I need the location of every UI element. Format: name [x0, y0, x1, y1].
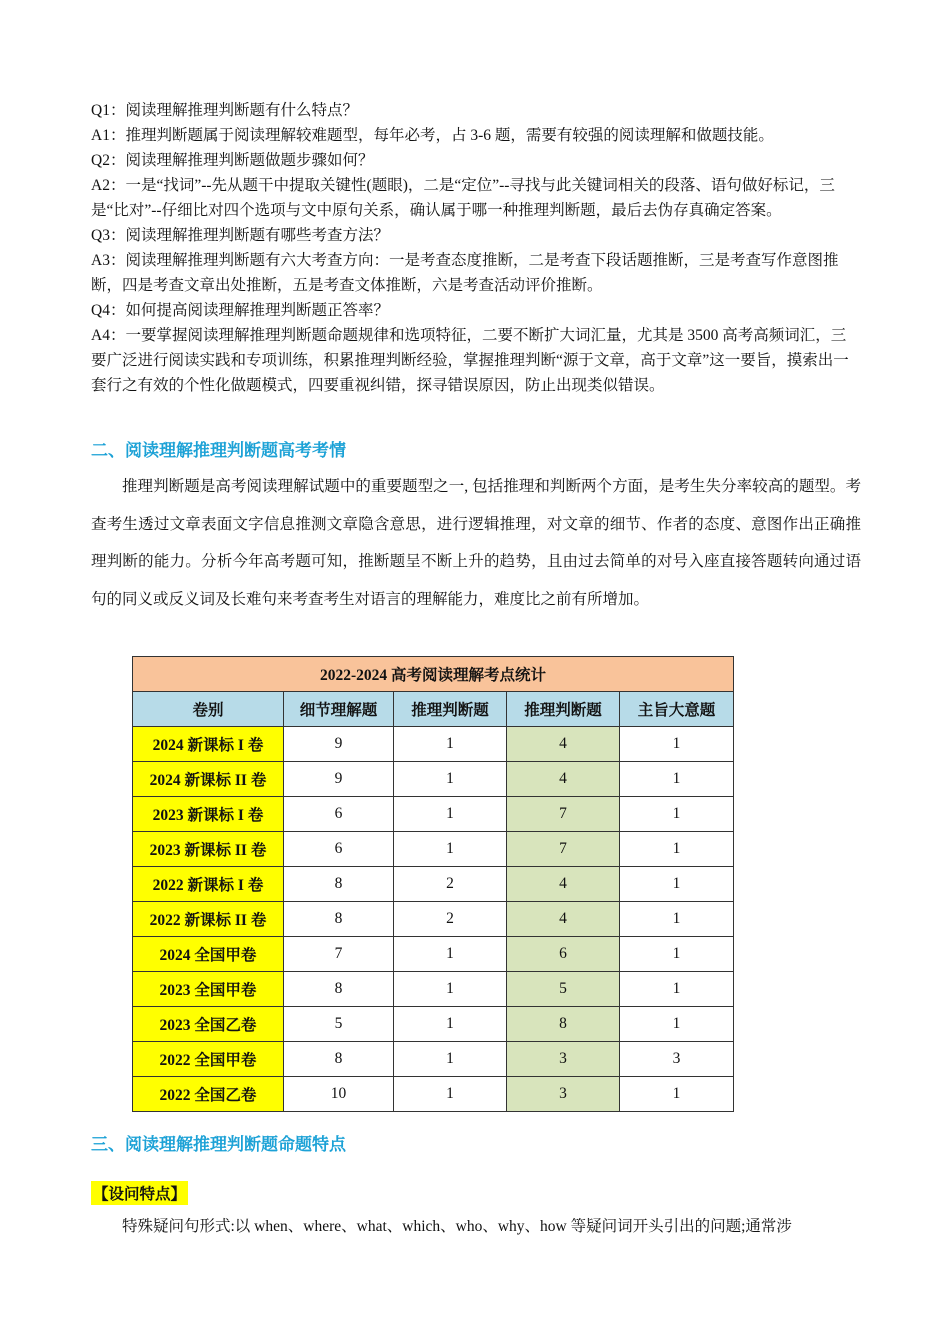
table-cell: 10: [284, 1077, 394, 1112]
table-cell: 1: [620, 797, 734, 832]
qa-q3: Q3：阅读理解推理判断题有哪些考查方法？: [91, 227, 389, 244]
table-cell: 7: [507, 832, 620, 867]
table-row-label: 2022 新课标 I 卷: [133, 867, 284, 902]
table-cell: 8: [284, 972, 394, 1007]
table-cell: 2: [394, 867, 507, 902]
table-cell: 2: [394, 902, 507, 937]
table-cell: 3: [507, 1077, 620, 1112]
table-header: 推理判断题: [394, 692, 507, 727]
table-row-label: 2022 全国乙卷: [133, 1077, 284, 1112]
table-row-label: 2024 新课标 II 卷: [133, 762, 284, 797]
table-cell: 1: [620, 972, 734, 1007]
table-cell: 1: [620, 762, 734, 797]
table-cell: 1: [394, 972, 507, 1007]
table-row: [133, 867, 734, 902]
table-cell: 5: [284, 1007, 394, 1042]
table-row-label: 2023 全国甲卷: [133, 972, 284, 1007]
table-cell: 7: [284, 937, 394, 972]
table-cell: 6: [284, 797, 394, 832]
table-cell: 8: [507, 1007, 620, 1042]
table-cell: 1: [620, 937, 734, 972]
table-cell: 9: [284, 762, 394, 797]
table-row: [133, 727, 734, 762]
table-cell: 7: [507, 797, 620, 832]
qa-q2: Q2：阅读理解推理判断题做题步骤如何？: [91, 152, 374, 169]
table-row: [133, 937, 734, 972]
section2-paragraph: 推理判断题是高考阅读理解试题中的重要题型之一, 包括推理和判断两个方面，是考生失分率较高的题型。考查考生透过文章表面文字信息推测文章隐含意思，进行逻辑推理，对文章的细节、作者的态度、意图作出正确推理判断的能力。分析今年高考题可知，推断题呈不断上升的趋势，且由过去简单的对号入座直接答题转向通过语句的同义或反义词及长难句来考查考生对语言的理解能力，难度比之前有所增加。: [91, 478, 861, 608]
qa-q1: Q1：阅读理解推理判断题有什么特点？: [91, 102, 358, 119]
table-cell: 1: [620, 867, 734, 902]
table-cell: 1: [620, 1077, 734, 1112]
qa-a2: A2：一是“找词”--先从题干中提取关键性(题眼)，二是“定位”--寻找与此关键词相关的段落、语句做好标记，三是“比对”--仔细比对四个选项与文中原句关系，确认属于哪一种推理判断题，最后去伪存真确定答案。: [91, 177, 835, 219]
table-cell: 9: [284, 727, 394, 762]
qa-section: [91, 98, 861, 398]
table-row: [133, 1077, 734, 1112]
section2-heading: 二、阅读理解推理判断题高考考情: [91, 441, 346, 461]
table-row: [133, 902, 734, 937]
table-row-label: 2024 新课标 I 卷: [133, 727, 284, 762]
table-cell: 8: [284, 902, 394, 937]
table-cell: 4: [507, 762, 620, 797]
table-cell: 4: [507, 902, 620, 937]
table-row-label: 2023 新课标 II 卷: [133, 832, 284, 867]
section3-text: 特殊疑问句形式:以 when、where、what、which、who、why、how 等疑问词开头引出的问题;通常涉: [122, 1218, 792, 1235]
table-body: [133, 727, 734, 1112]
table-header: 卷别: [133, 692, 284, 727]
table-row-label: 2022 全国甲卷: [133, 1042, 284, 1077]
table-cell: 1: [394, 1042, 507, 1077]
table-row: [133, 1042, 734, 1077]
table-row: [133, 832, 734, 867]
table-cell: 1: [620, 902, 734, 937]
table-row: [133, 797, 734, 832]
table-cell: 1: [394, 937, 507, 972]
table-cell: 3: [620, 1042, 734, 1077]
qa-a1: A1：推理判断题属于阅读理解较难题型，每年必考，占 3-6 题，需要有较强的阅读理解和做题技能。: [91, 127, 774, 144]
table-row-label: 2024 全国甲卷: [133, 937, 284, 972]
table-cell: 4: [507, 867, 620, 902]
table-title: 2022-2024 高考阅读理解考点统计: [133, 657, 734, 692]
table-cell: 5: [507, 972, 620, 1007]
table-row: [133, 762, 734, 797]
table-cell: 1: [394, 797, 507, 832]
table-cell: 1: [394, 1007, 507, 1042]
table-row-label: 2023 新课标 I 卷: [133, 797, 284, 832]
table-row: [133, 972, 734, 1007]
table-cell: 4: [507, 727, 620, 762]
exam-stats-table: [132, 656, 734, 1112]
table-cell: 1: [394, 832, 507, 867]
question-feature-tag: 【设问特点】: [91, 1181, 188, 1205]
table-row: [133, 1007, 734, 1042]
section3-heading: 三、阅读理解推理判断题命题特点: [91, 1135, 346, 1155]
table-cell: 3: [507, 1042, 620, 1077]
qa-a4: A4：一要掌握阅读理解推理判断题命题规律和选项特征，二要不断扩大词汇量，尤其是 3500 高考高频词汇，三要广泛进行阅读实践和专项训练，积累推理判断经验，掌握推理判断“源于文章，高于文章”这一要旨，摸索出一套行之有效的个性化做题模式，四要重视纠错，探寻错误原因，防止出现类似错误。: [91, 327, 849, 394]
table-header: 推理判断题: [507, 692, 620, 727]
table-cell: 1: [620, 832, 734, 867]
table-cell: 8: [284, 867, 394, 902]
table-cell: 6: [284, 832, 394, 867]
table-cell: 1: [620, 727, 734, 762]
table-row-label: 2023 全国乙卷: [133, 1007, 284, 1042]
table-header: 细节理解题: [284, 692, 394, 727]
qa-a3: A3：阅读理解推理判断题有六大考查方向：一是考查态度推断，二是考查下段话题推断，三是考查写作意图推断，四是考查文章出处推断，五是考查文体推断，六是考查活动评价推断。: [91, 252, 839, 294]
table-cell: 1: [394, 727, 507, 762]
table-header: 主旨大意题: [620, 692, 734, 727]
table-cell: 1: [394, 1077, 507, 1112]
qa-q4: Q4：如何提高阅读理解推理判断题正答率？: [91, 302, 389, 319]
table-row-label: 2022 新课标 II 卷: [133, 902, 284, 937]
table-cell: 8: [284, 1042, 394, 1077]
table-cell: 6: [507, 937, 620, 972]
table-cell: 1: [394, 762, 507, 797]
table-cell: 1: [620, 1007, 734, 1042]
